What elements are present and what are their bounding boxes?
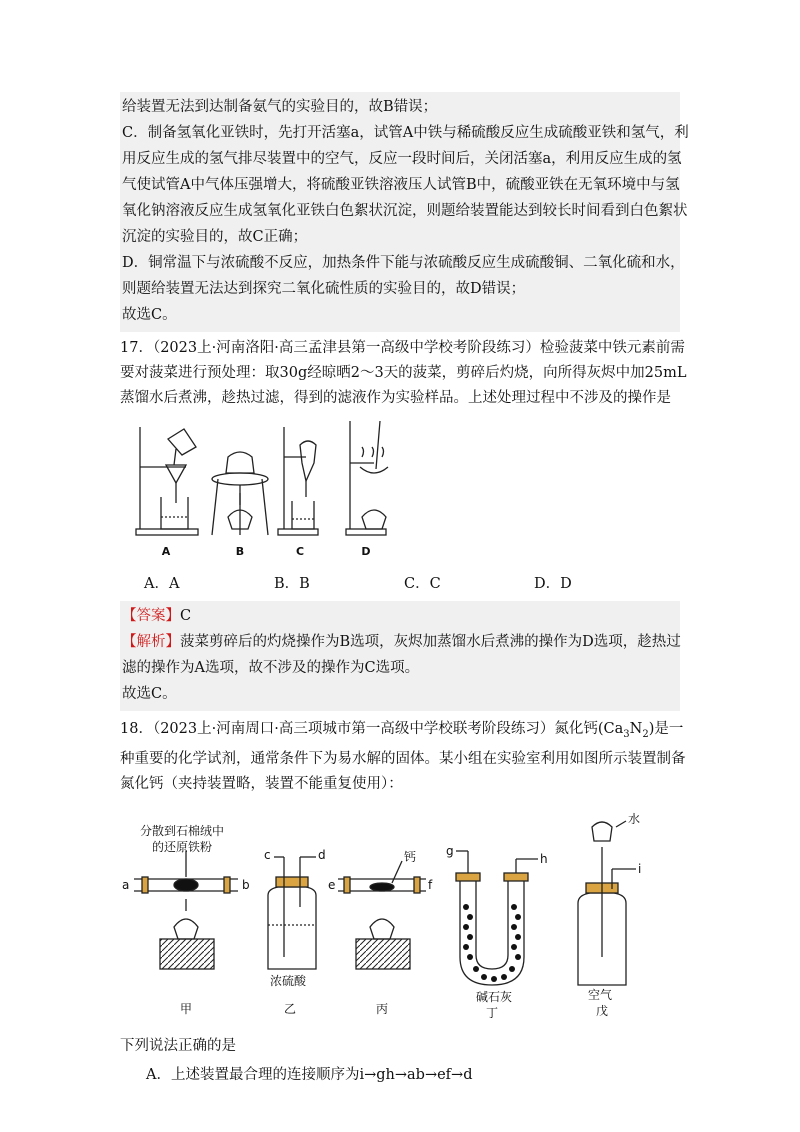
apparatus-name: 戊: [596, 1003, 609, 1018]
label-water: 水: [628, 811, 641, 826]
answer-tag: 【答案】: [122, 608, 180, 624]
apparatus-name: 乙: [284, 1001, 297, 1016]
label-iron-powder: 分散到石棉绒中: [140, 823, 225, 838]
choice-c: C．C: [404, 576, 441, 592]
text-line: 气使试管A中气体压强增大，将硫酸亚铁溶液压人试管B中，硫酸亚铁在无氧环境中与氢: [122, 177, 680, 193]
figure-label: A: [161, 545, 171, 558]
port-label: d: [318, 847, 326, 862]
question-text: 种重要的化学试剂，通常条件下为易水解的固体。某小组在实验室利用如图所示装置制备: [120, 750, 686, 767]
question-text: 要对菠菜进行预处理：取30g经晾晒2～3天的菠菜，剪碎后灼烧，向所得灰烬中加25mL: [120, 365, 687, 381]
choice-d: D．D: [534, 576, 572, 592]
question-text: [120, 717, 684, 747]
formula-element: Ca: [603, 721, 624, 737]
question-stem: 下列说法正确的是: [120, 1037, 236, 1054]
choices-17: [120, 571, 680, 597]
label-iron-powder: 的还原铁粉: [152, 839, 213, 854]
text-line: 用反应生成的氢气排尽装置中的空气，反应一段时间后，关闭活塞a，利用反应生成的氢: [122, 151, 682, 167]
port-label: f: [428, 877, 433, 892]
text-line: D．铜常温下与浓硫酸不反应，加热条件下能与浓硫酸反应生成硫酸铜、二氧化硫和水，: [122, 255, 685, 271]
analysis-line: [122, 629, 681, 655]
text-line: 氧化钠溶液反应生成氢氧化亚铁白色絮状沉淀，则题给装置能达到较长时间看到白色絮状: [122, 203, 688, 219]
lab-apparatus-figure-17: [128, 417, 428, 567]
label-h2so4: 浓硫酸: [270, 973, 307, 988]
formula-subscript: 3: [623, 728, 630, 740]
answer-line: [122, 603, 678, 629]
text-line: 故选C。: [122, 307, 177, 323]
port-label: e: [328, 877, 336, 892]
analysis-tag: 【解析】: [122, 634, 180, 650]
lab-apparatus-figure-18: [120, 807, 660, 1022]
formula-subscript: 2: [642, 728, 649, 740]
label-soda-lime: 碱石灰: [476, 989, 513, 1004]
figure-label: C: [295, 545, 305, 558]
q16-analysis-block: [120, 92, 689, 332]
question-text-part: 18．（2023上·河南周口·高三项城市第一高级中学校联考阶段练习）氮化钙: [120, 721, 598, 737]
apparatus-name: 丁: [486, 1005, 499, 1020]
port-label: g: [446, 843, 454, 858]
choice-a: A．A: [144, 576, 180, 592]
formula-paren: ): [648, 721, 655, 737]
answer-value: C: [180, 608, 192, 624]
figure-label: B: [235, 545, 245, 558]
port-label: c: [264, 847, 271, 862]
label-air: 空气: [588, 987, 613, 1002]
formula-paren: (: [597, 721, 604, 737]
analysis-line: 故选C。: [122, 686, 177, 702]
q17-answer-block: [120, 601, 680, 711]
question-17: [120, 336, 687, 711]
port-label: h: [540, 851, 548, 866]
option-a: A．上述装置最合理的连接顺序为i→gh→ab→ef→d: [146, 1066, 473, 1083]
analysis-text: 菠菜剪碎后的灼烧操作为B选项，灰烬加蒸馏水后煮沸的操作为D选项，趁热过: [180, 634, 681, 650]
analysis-line: 滤的操作为A选项，故不涉及的操作为C选项。: [122, 660, 420, 676]
question-text-part: 是一: [654, 721, 684, 737]
label-calcium: 钙: [404, 849, 417, 864]
choice-b: B．B: [274, 576, 310, 592]
text-line: 则题给装置无法达到探究二氧化硫性质的实验目的，故D错误；: [122, 281, 526, 297]
figure-label: D: [361, 545, 371, 558]
port-label: a: [122, 877, 130, 892]
page-content: [120, 92, 689, 1088]
apparatus-name: 甲: [180, 1001, 193, 1016]
text-line: C．制备氢氧化亚铁时，先打开活塞a，试管A中铁与稀硫酸反应生成硫酸亚铁和氢气，利: [122, 125, 689, 141]
formula-element: N: [629, 721, 643, 737]
text-line: 给装置无法到达制备氨气的实验目的，故B错误；: [122, 99, 438, 115]
text-line: 沉淀的实验目的，故C正确；: [122, 229, 308, 245]
question-18: [120, 717, 686, 1088]
question-text: 蒸馏水后煮沸，趁热过滤，得到的滤液作为实验样品。上述处理过程中不涉及的操作是: [120, 390, 671, 406]
port-label: i: [638, 861, 642, 876]
port-label: b: [242, 877, 250, 892]
question-text: 氮化钙（夹持装置略，装置不能重复使用）：: [120, 775, 403, 792]
question-text: 17．（2023上·河南洛阳·高三孟津县第一高级中学校考阶段练习）检验菠菜中铁元素前需: [120, 340, 685, 356]
apparatus-name: 丙: [376, 1001, 389, 1016]
formula: [597, 721, 655, 740]
